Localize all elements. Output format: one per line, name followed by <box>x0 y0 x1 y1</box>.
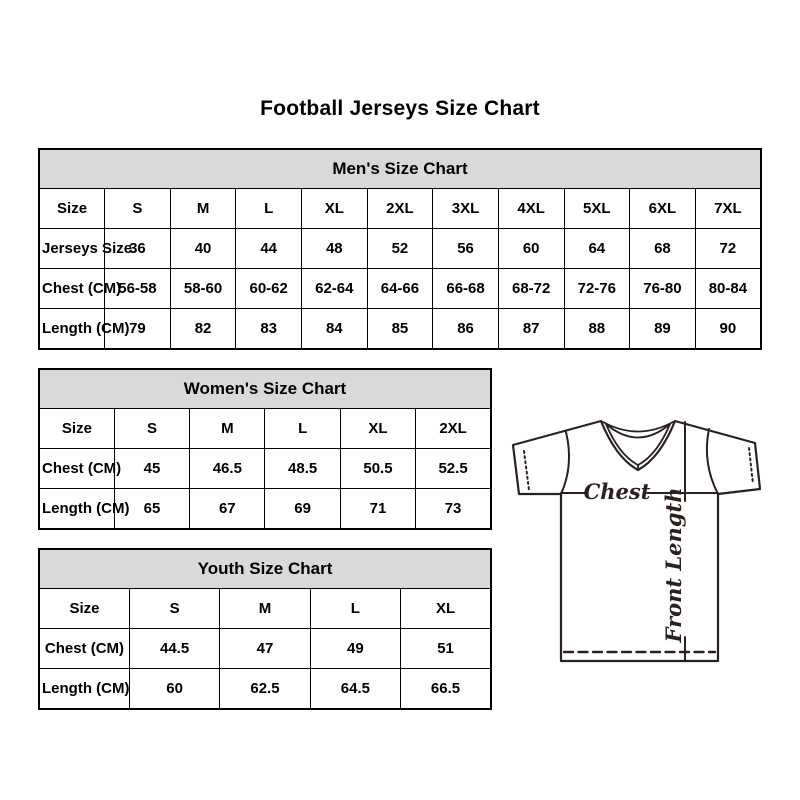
value-cell: 62.5 <box>220 669 310 710</box>
value-cell: 88 <box>564 309 630 350</box>
value-cell: 83 <box>236 309 302 350</box>
value-cell: 64.5 <box>310 669 400 710</box>
value-cell: 44 <box>236 229 302 269</box>
table-title-cell: Youth Size Chart <box>39 549 491 589</box>
column-header-cell: Size <box>39 189 105 229</box>
row-label-cell: Length (CM) <box>39 309 105 350</box>
value-cell: 36 <box>105 229 171 269</box>
value-cell: 50.5 <box>340 449 415 489</box>
value-cell: 47 <box>220 629 310 669</box>
value-cell: 72-76 <box>564 269 630 309</box>
row-label-cell: Chest (CM) <box>39 449 114 489</box>
row-label-cell: Jerseys Size <box>39 229 105 269</box>
row-label-cell: Chest (CM) <box>39 629 129 669</box>
column-header-cell: 2XL <box>367 189 433 229</box>
column-header-cell: L <box>265 409 340 449</box>
value-cell: 80-84 <box>695 269 761 309</box>
value-cell: 56-58 <box>105 269 171 309</box>
value-cell: 60 <box>129 669 219 710</box>
value-cell: 89 <box>630 309 696 350</box>
value-cell: 82 <box>170 309 236 350</box>
column-header-cell: L <box>310 589 400 629</box>
page-title: Football Jerseys Size Chart <box>260 97 540 120</box>
value-cell: 62-64 <box>302 269 368 309</box>
table-row <box>39 629 491 669</box>
value-cell: 73 <box>416 489 491 530</box>
column-header-cell: S <box>129 589 219 629</box>
column-header-cell: 4XL <box>498 189 564 229</box>
value-cell: 79 <box>105 309 171 350</box>
value-cell: 66.5 <box>401 669 491 710</box>
value-cell: 48.5 <box>265 449 340 489</box>
value-cell: 68-72 <box>498 269 564 309</box>
column-header-cell: 7XL <box>695 189 761 229</box>
value-cell: 84 <box>302 309 368 350</box>
value-cell: 86 <box>433 309 499 350</box>
table-row <box>39 489 491 530</box>
table-row <box>39 309 761 350</box>
table-row <box>39 669 491 710</box>
column-header-cell: Size <box>39 589 129 629</box>
table <box>38 368 492 530</box>
row-label-cell: Length (CM) <box>39 669 129 710</box>
column-header-cell: XL <box>340 409 415 449</box>
column-header-cell: M <box>220 589 310 629</box>
value-cell: 64 <box>564 229 630 269</box>
table-row <box>39 449 491 489</box>
mens-size-chart-table <box>38 148 762 350</box>
youth-size-chart-table <box>38 548 492 710</box>
value-cell: 56 <box>433 229 499 269</box>
womens-size-chart-table <box>38 368 492 530</box>
value-cell: 40 <box>170 229 236 269</box>
table-row <box>39 229 761 269</box>
value-cell: 66-68 <box>433 269 499 309</box>
column-header-cell: 3XL <box>433 189 499 229</box>
value-cell: 69 <box>265 489 340 530</box>
value-cell: 65 <box>114 489 189 530</box>
table-row <box>39 269 761 309</box>
column-header-cell: S <box>105 189 171 229</box>
table <box>38 148 762 350</box>
value-cell: 76-80 <box>630 269 696 309</box>
table-title-cell: Women's Size Chart <box>39 369 491 409</box>
value-cell: 44.5 <box>129 629 219 669</box>
table-title-cell: Men's Size Chart <box>39 149 761 189</box>
chest-label: Chest <box>583 479 651 504</box>
column-header-cell: S <box>114 409 189 449</box>
value-cell: 51 <box>401 629 491 669</box>
column-header-cell: M <box>190 409 265 449</box>
column-header-cell: Size <box>39 409 114 449</box>
row-label-cell: Length (CM) <box>39 489 114 530</box>
value-cell: 48 <box>302 229 368 269</box>
value-cell: 67 <box>190 489 265 530</box>
value-cell: 45 <box>114 449 189 489</box>
jersey-measurement-diagram <box>500 403 775 678</box>
value-cell: 85 <box>367 309 433 350</box>
table <box>38 548 492 710</box>
table-row <box>39 589 491 629</box>
column-header-cell: XL <box>401 589 491 629</box>
column-header-cell: XL <box>302 189 368 229</box>
value-cell: 60 <box>498 229 564 269</box>
value-cell: 71 <box>340 489 415 530</box>
value-cell: 68 <box>630 229 696 269</box>
value-cell: 46.5 <box>190 449 265 489</box>
column-header-cell: M <box>170 189 236 229</box>
value-cell: 87 <box>498 309 564 350</box>
table-row <box>39 189 761 229</box>
column-header-cell: L <box>236 189 302 229</box>
value-cell: 58-60 <box>170 269 236 309</box>
column-header-cell: 6XL <box>630 189 696 229</box>
column-header-cell: 5XL <box>564 189 630 229</box>
value-cell: 52 <box>367 229 433 269</box>
jersey-outline-icon <box>500 403 775 678</box>
column-header-cell: 2XL <box>416 409 491 449</box>
value-cell: 90 <box>695 309 761 350</box>
value-cell: 72 <box>695 229 761 269</box>
row-label-cell: Chest (CM) <box>39 269 105 309</box>
value-cell: 64-66 <box>367 269 433 309</box>
value-cell: 49 <box>310 629 400 669</box>
value-cell: 60-62 <box>236 269 302 309</box>
value-cell: 52.5 <box>416 449 491 489</box>
front-length-label: Front Length <box>661 487 686 643</box>
table-row <box>39 409 491 449</box>
